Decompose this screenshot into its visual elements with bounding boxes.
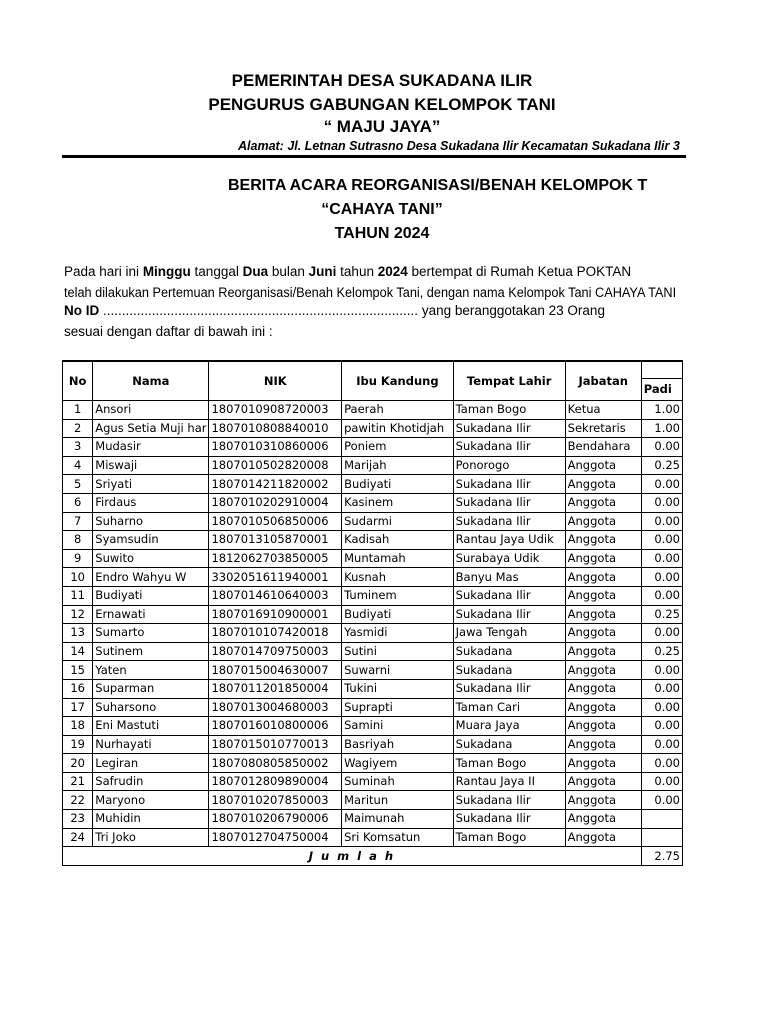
- cell-padi: 0.00: [641, 438, 682, 457]
- intro-year: 2024: [377, 264, 408, 279]
- cell-nik: 1807011201850004: [209, 679, 342, 698]
- cell-ibu-kandung: Suwarni: [342, 661, 454, 680]
- table-row: [63, 438, 683, 457]
- cell-jabatan: Bendahara: [565, 438, 641, 457]
- cell-padi: 0.25: [641, 642, 682, 661]
- cell-nama: Yaten: [93, 661, 209, 680]
- cell-jabatan: Anggota: [565, 605, 641, 624]
- cell-no: 19: [63, 735, 93, 754]
- cell-nik: 1807010808840010: [209, 419, 342, 438]
- cell-ibu-kandung: Suminah: [342, 772, 454, 791]
- footer-jumlah-label: J u m l a h: [63, 847, 642, 866]
- cell-ibu-kandung: Poniem: [342, 438, 454, 457]
- header-nama: Nama: [93, 361, 209, 401]
- cell-ibu-kandung: Samini: [342, 717, 454, 736]
- cell-nama: Miswaji: [93, 456, 209, 475]
- cell-nik: 1807010908720003: [209, 401, 342, 420]
- cell-tempat-lahir: Sukadana Ilir: [453, 475, 565, 494]
- table-row: [63, 401, 683, 420]
- cell-padi: 1.00: [641, 401, 682, 420]
- cell-tempat-lahir: Sukadana Ilir: [453, 810, 565, 829]
- cell-tempat-lahir: Sukadana Ilir: [453, 419, 565, 438]
- cell-padi: 0.00: [641, 754, 682, 773]
- cell-nama: Ansori: [93, 401, 209, 420]
- table-row: [63, 419, 683, 438]
- cell-no: 13: [63, 624, 93, 643]
- cell-nama: Endro Wahyu W: [93, 568, 209, 587]
- table-row: [63, 698, 683, 717]
- cell-ibu-kandung: Kadisah: [342, 531, 454, 550]
- cell-no: 10: [63, 568, 93, 587]
- cell-nama: Muhidin: [93, 810, 209, 829]
- cell-jabatan: Anggota: [565, 661, 641, 680]
- header-no: No: [63, 361, 93, 401]
- cell-ibu-kandung: Tuminem: [342, 586, 454, 605]
- cell-tempat-lahir: Sukadana: [453, 735, 565, 754]
- cell-no: 5: [63, 475, 93, 494]
- cell-padi: [641, 828, 682, 847]
- cell-ibu-kandung: Yasmidi: [342, 624, 454, 643]
- cell-nik: 1807016910900001: [209, 605, 342, 624]
- cell-tempat-lahir: Ponorogo: [453, 456, 565, 475]
- cell-tempat-lahir: Sukadana: [453, 642, 565, 661]
- cell-jabatan: Anggota: [565, 717, 641, 736]
- intro-text: Pada hari ini: [64, 264, 143, 279]
- cell-nik: 1807013105870001: [209, 531, 342, 550]
- table-row: [63, 456, 683, 475]
- cell-padi: 0.00: [641, 698, 682, 717]
- member-table: [62, 360, 683, 866]
- cell-padi: 0.00: [641, 549, 682, 568]
- cell-nik: 1812062703850005: [209, 549, 342, 568]
- cell-ibu-kandung: Wagiyem: [342, 754, 454, 773]
- cell-no: 11: [63, 586, 93, 605]
- cell-ibu-kandung: Marijah: [342, 456, 454, 475]
- cell-no: 2: [63, 419, 93, 438]
- cell-tempat-lahir: Jawa Tengah: [453, 624, 565, 643]
- cell-jabatan: Anggota: [565, 642, 641, 661]
- intro-day: Minggu: [142, 264, 191, 279]
- cell-tempat-lahir: Sukadana Ilir: [453, 586, 565, 605]
- cell-tempat-lahir: Sukadana Ilir: [453, 512, 565, 531]
- cell-ibu-kandung: Kasinem: [342, 493, 454, 512]
- cell-tempat-lahir: Rantau Jaya II: [453, 772, 565, 791]
- cell-padi: [641, 810, 682, 829]
- cell-padi: 0.00: [641, 735, 682, 754]
- header-padi: Padi: [641, 379, 682, 401]
- cell-ibu-kandung: Tukini: [342, 679, 454, 698]
- header-tempat-lahir: Tempat Lahir: [453, 361, 565, 401]
- cell-nama: Nurhayati: [93, 735, 209, 754]
- cell-nama: Budiyati: [93, 586, 209, 605]
- table-row: [63, 679, 683, 698]
- table-row: [63, 791, 683, 810]
- intro-id-label: No ID: [64, 303, 100, 318]
- table-row: [63, 661, 683, 680]
- cell-nama: Ernawati: [93, 605, 209, 624]
- cell-padi: 0.00: [641, 679, 682, 698]
- cell-nik: 1807014610640003: [209, 586, 342, 605]
- cell-jabatan: Anggota: [565, 512, 641, 531]
- header-padi-spacer: [641, 361, 682, 379]
- footer-jumlah-padi: 2.75: [641, 847, 682, 866]
- cell-nama: Suwito: [93, 549, 209, 568]
- intro-date: Dua: [242, 264, 269, 279]
- header-address: Alamat: Jl. Letnan Sutrasno Desa Sukadana Ilir Kecamatan Sukadana Ilir 3: [238, 139, 680, 153]
- cell-nik: 1807080805850002: [209, 754, 342, 773]
- intro-text: tahun: [336, 264, 378, 279]
- cell-padi: 0.25: [641, 605, 682, 624]
- table-row: [63, 586, 683, 605]
- cell-jabatan: Anggota: [565, 772, 641, 791]
- table-row: [63, 605, 683, 624]
- cell-no: 21: [63, 772, 93, 791]
- cell-jabatan: Ketua: [565, 401, 641, 420]
- cell-tempat-lahir: Muara Jaya: [453, 717, 565, 736]
- cell-nama: Suharsono: [93, 698, 209, 717]
- cell-padi: 0.00: [641, 568, 682, 587]
- cell-jabatan: Anggota: [565, 531, 641, 550]
- cell-padi: 1.00: [641, 419, 682, 438]
- table-row: [63, 717, 683, 736]
- cell-nama: Agus Setia Muji har: [93, 419, 209, 438]
- cell-jabatan: Anggota: [565, 568, 641, 587]
- cell-nama: Mudasir: [93, 438, 209, 457]
- intro-text: bertempat di Rumah Ketua POKTAN: [407, 264, 632, 279]
- cell-no: 9: [63, 549, 93, 568]
- cell-no: 24: [63, 828, 93, 847]
- cell-tempat-lahir: Sukadana Ilir: [453, 605, 565, 624]
- cell-jabatan: Anggota: [565, 549, 641, 568]
- cell-jabatan: Anggota: [565, 698, 641, 717]
- document-title: BERITA ACARA REORGANISASI/BENAH KELOMPOK T: [228, 177, 648, 194]
- cell-ibu-kandung: Budiyati: [342, 605, 454, 624]
- cell-nik: 1807015004630007: [209, 661, 342, 680]
- cell-jabatan: Anggota: [565, 735, 641, 754]
- cell-padi: 0.00: [641, 772, 682, 791]
- cell-jabatan: Sekretaris: [565, 419, 641, 438]
- cell-nama: Legiran: [93, 754, 209, 773]
- cell-tempat-lahir: Rantau Jaya Udik: [453, 531, 565, 550]
- header-nik: NIK: [209, 361, 342, 401]
- cell-tempat-lahir: Taman Bogo: [453, 828, 565, 847]
- cell-jabatan: Anggota: [565, 475, 641, 494]
- cell-no: 14: [63, 642, 93, 661]
- cell-jabatan: Anggota: [565, 586, 641, 605]
- cell-jabatan: Anggota: [565, 754, 641, 773]
- cell-nik: 1807013004680003: [209, 698, 342, 717]
- cell-nama: Suparman: [93, 679, 209, 698]
- cell-no: 20: [63, 754, 93, 773]
- table-row: [63, 772, 683, 791]
- table-row: [63, 642, 683, 661]
- cell-tempat-lahir: Sukadana Ilir: [453, 493, 565, 512]
- cell-nama: Sumarto: [93, 624, 209, 643]
- cell-tempat-lahir: Taman Cari: [453, 698, 565, 717]
- cell-nik: 1807014709750003: [209, 642, 342, 661]
- cell-nama: Sriyati: [93, 475, 209, 494]
- cell-tempat-lahir: Taman Bogo: [453, 754, 565, 773]
- cell-nik: 1807014211820002: [209, 475, 342, 494]
- cell-nik: 1807010207850003: [209, 791, 342, 810]
- table-row: [63, 493, 683, 512]
- cell-jabatan: Anggota: [565, 791, 641, 810]
- cell-padi: 0.00: [641, 512, 682, 531]
- cell-tempat-lahir: Sukadana Ilir: [453, 791, 565, 810]
- cell-tempat-lahir: Sukadana Ilir: [453, 438, 565, 457]
- cell-nik: 1807010506850006: [209, 512, 342, 531]
- cell-no: 22: [63, 791, 93, 810]
- cell-jabatan: Anggota: [565, 624, 641, 643]
- cell-nama: Safrudin: [93, 772, 209, 791]
- intro-text: .................................................................................... yang beranggotakan 23 Orang: [99, 303, 605, 318]
- intro-text: tanggal: [190, 264, 243, 279]
- cell-nama: Eni Mastuti: [93, 717, 209, 736]
- header-organization: PENGURUS GABUNGAN KELOMPOK TANI: [208, 95, 556, 114]
- cell-nik: 1807012809890004: [209, 772, 342, 791]
- intro-paragraph-4: sesuai dengan daftar di bawah ini :: [64, 324, 273, 339]
- document-year: TAHUN 2024: [334, 225, 430, 242]
- cell-no: 7: [63, 512, 93, 531]
- cell-jabatan: Anggota: [565, 810, 641, 829]
- cell-jabatan: Anggota: [565, 679, 641, 698]
- cell-no: 8: [63, 531, 93, 550]
- table-row: [63, 568, 683, 587]
- cell-ibu-kandung: Basriyah: [342, 735, 454, 754]
- cell-nik: 1807010502820008: [209, 456, 342, 475]
- cell-ibu-kandung: Sri Komsatun: [342, 828, 454, 847]
- cell-no: 6: [63, 493, 93, 512]
- cell-nik: 1807010310860006: [209, 438, 342, 457]
- cell-padi: 0.00: [641, 475, 682, 494]
- cell-tempat-lahir: Surabaya Udik: [453, 549, 565, 568]
- cell-ibu-kandung: Paerah: [342, 401, 454, 420]
- header-ibu-kandung: Ibu Kandung: [342, 361, 454, 401]
- table-row: [63, 512, 683, 531]
- cell-no: 23: [63, 810, 93, 829]
- table-row: [63, 475, 683, 494]
- table-row: [63, 624, 683, 643]
- header-group-name: “ MAJU JAYA”: [323, 117, 441, 136]
- cell-nik: 1807015010770013: [209, 735, 342, 754]
- cell-nik: 1807012704750004: [209, 828, 342, 847]
- cell-ibu-kandung: Budiyati: [342, 475, 454, 494]
- cell-ibu-kandung: Suprapti: [342, 698, 454, 717]
- cell-padi: 0.25: [641, 456, 682, 475]
- cell-tempat-lahir: Taman Bogo: [453, 401, 565, 420]
- cell-padi: 0.00: [641, 493, 682, 512]
- cell-no: 1: [63, 401, 93, 420]
- document-subtitle: “CAHAYA TANI”: [321, 201, 443, 218]
- cell-nik: 1807010206790006: [209, 810, 342, 829]
- cell-tempat-lahir: Banyu Mas: [453, 568, 565, 587]
- cell-padi: 0.00: [641, 717, 682, 736]
- cell-ibu-kandung: Maritun: [342, 791, 454, 810]
- header-government: PEMERINTAH DESA SUKADANA ILIR: [231, 71, 533, 90]
- cell-nik: 3302051611940001: [209, 568, 342, 587]
- cell-nik: 1807010107420018: [209, 624, 342, 643]
- cell-no: 3: [63, 438, 93, 457]
- cell-ibu-kandung: pawitin Khotidjah: [342, 419, 454, 438]
- cell-ibu-kandung: Sutini: [342, 642, 454, 661]
- cell-padi: 0.00: [641, 531, 682, 550]
- cell-jabatan: Anggota: [565, 493, 641, 512]
- cell-no: 16: [63, 679, 93, 698]
- table-row: [63, 810, 683, 829]
- cell-ibu-kandung: Kusnah: [342, 568, 454, 587]
- cell-nama: Syamsudin: [93, 531, 209, 550]
- cell-nik: 1807016010800006: [209, 717, 342, 736]
- cell-padi: 0.00: [641, 661, 682, 680]
- table-row: [63, 549, 683, 568]
- cell-padi: 0.00: [641, 586, 682, 605]
- table-row: [63, 828, 683, 847]
- intro-month: Juni: [308, 264, 337, 279]
- cell-no: 12: [63, 605, 93, 624]
- table-row: [63, 735, 683, 754]
- cell-no: 4: [63, 456, 93, 475]
- intro-paragraph-2: telah dilakukan Pertemuan Reorganisasi/Benah Kelompok Tani, dengan nama Kelompok Tani CAHAYA TANI: [64, 285, 677, 300]
- cell-padi: 0.00: [641, 624, 682, 643]
- cell-nama: Tri Joko: [93, 828, 209, 847]
- cell-ibu-kandung: Muntamah: [342, 549, 454, 568]
- cell-tempat-lahir: Sukadana: [453, 661, 565, 680]
- cell-no: 15: [63, 661, 93, 680]
- cell-nik: 1807010202910004: [209, 493, 342, 512]
- header-jabatan: Jabatan: [565, 361, 641, 401]
- cell-nama: Suharno: [93, 512, 209, 531]
- table-row: [63, 754, 683, 773]
- cell-padi: 0.00: [641, 791, 682, 810]
- cell-nama: Sutinem: [93, 642, 209, 661]
- cell-nama: Firdaus: [93, 493, 209, 512]
- cell-no: 17: [63, 698, 93, 717]
- intro-text: bulan: [268, 264, 309, 279]
- cell-ibu-kandung: Maimunah: [342, 810, 454, 829]
- cell-jabatan: Anggota: [565, 828, 641, 847]
- cell-jabatan: Anggota: [565, 456, 641, 475]
- cell-no: 18: [63, 717, 93, 736]
- cell-nama: Maryono: [93, 791, 209, 810]
- table-row: [63, 531, 683, 550]
- cell-tempat-lahir: Sukadana Ilir: [453, 679, 565, 698]
- cell-ibu-kandung: Sudarmi: [342, 512, 454, 531]
